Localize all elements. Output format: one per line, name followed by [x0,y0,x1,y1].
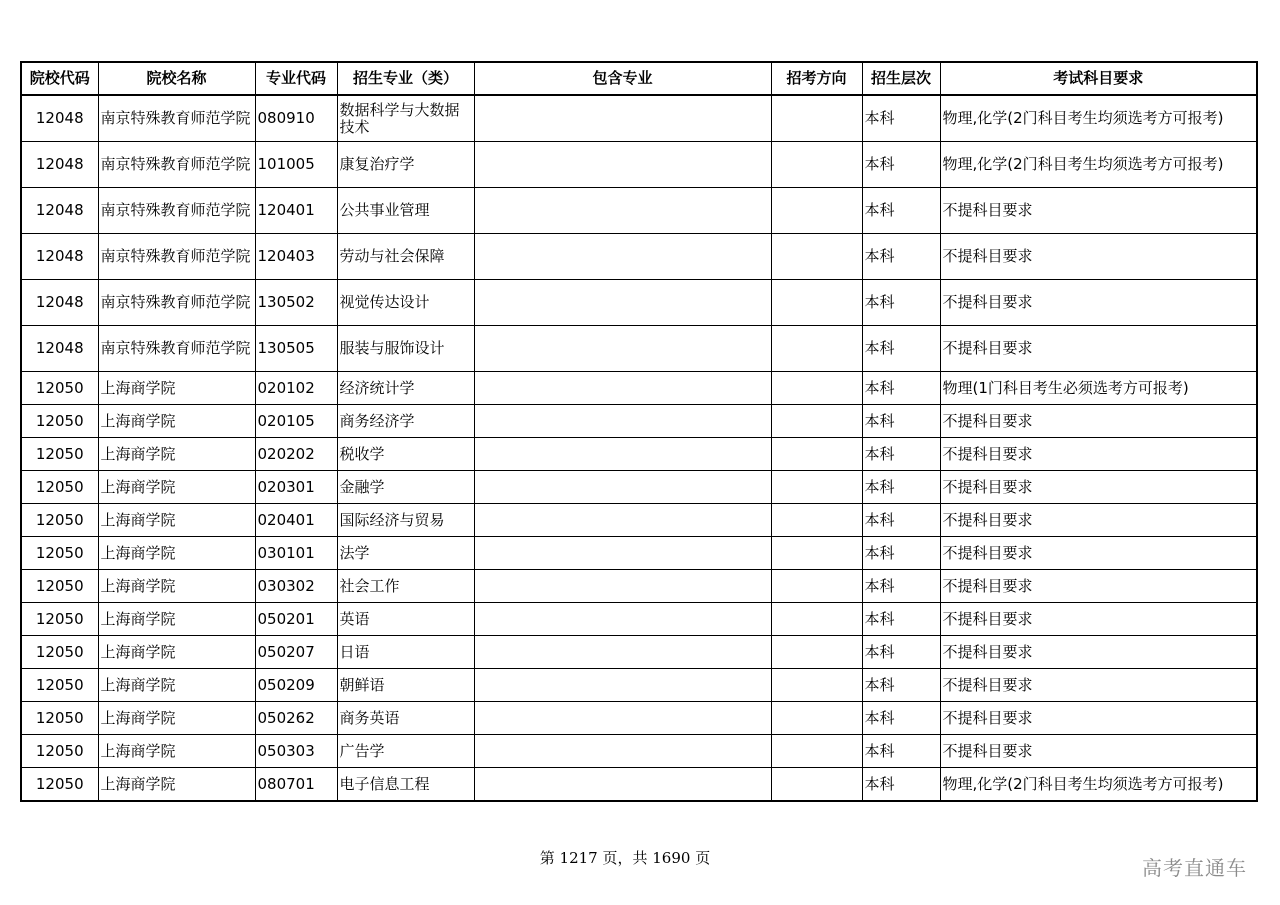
cell-requirement: 不提科目要求 [940,570,1257,603]
cell-level: 本科 [862,438,940,471]
cell-school-name: 南京特殊教育师范学院 [98,188,255,234]
cell-direction [771,234,862,280]
admission-table [20,61,1258,802]
header-major-code: 专业代码 [255,62,337,95]
cell-direction [771,537,862,570]
table-row [21,372,1257,405]
header-school-name: 院校名称 [98,62,255,95]
cell-direction [771,471,862,504]
cell-school-name: 上海商学院 [98,735,255,768]
header-level: 招生层次 [862,62,940,95]
cell-level: 本科 [862,636,940,669]
cell-major-code: 120401 [255,188,337,234]
cell-requirement: 不提科目要求 [940,188,1257,234]
cell-included-majors [474,438,771,471]
cell-school-name: 上海商学院 [98,636,255,669]
cell-direction [771,188,862,234]
table-row [21,537,1257,570]
cell-school-code: 12050 [21,537,98,570]
cell-major-code: 080701 [255,768,337,802]
cell-included-majors [474,603,771,636]
cell-included-majors [474,188,771,234]
cell-included-majors [474,537,771,570]
cell-requirement: 物理(1门科目考生必须选考方可报考) [940,372,1257,405]
cell-major: 劳动与社会保障 [337,234,474,280]
cell-level: 本科 [862,280,940,326]
cell-school-name: 上海商学院 [98,471,255,504]
cell-school-name: 上海商学院 [98,603,255,636]
watermark: 高考直通车 [1142,856,1247,880]
cell-level: 本科 [862,570,940,603]
cell-major-code: 050209 [255,669,337,702]
cell-included-majors [474,504,771,537]
cell-major: 日语 [337,636,474,669]
cell-school-name: 上海商学院 [98,702,255,735]
cell-requirement: 物理,化学(2门科目考生均须选考方可报考) [940,142,1257,188]
cell-direction [771,735,862,768]
table-row [21,735,1257,768]
cell-level: 本科 [862,603,940,636]
cell-school-code: 12050 [21,570,98,603]
cell-major-code: 030101 [255,537,337,570]
cell-major-code: 020401 [255,504,337,537]
table-row [21,669,1257,702]
cell-school-name: 上海商学院 [98,669,255,702]
cell-included-majors [474,326,771,372]
cell-direction [771,372,862,405]
cell-school-code: 12050 [21,504,98,537]
cell-major-code: 020105 [255,405,337,438]
cell-requirement: 不提科目要求 [940,326,1257,372]
cell-direction [771,768,862,802]
cell-included-majors [474,768,771,802]
cell-major: 朝鲜语 [337,669,474,702]
cell-level: 本科 [862,768,940,802]
cell-direction [771,669,862,702]
cell-requirement: 不提科目要求 [940,735,1257,768]
header-included-majors: 包含专业 [474,62,771,95]
table-row [21,188,1257,234]
table-row [21,603,1257,636]
cell-included-majors [474,280,771,326]
table-row [21,326,1257,372]
cell-requirement: 不提科目要求 [940,280,1257,326]
cell-school-code: 12050 [21,768,98,802]
cell-level: 本科 [862,326,940,372]
table-row [21,438,1257,471]
cell-school-name: 上海商学院 [98,768,255,802]
cell-major-code: 050303 [255,735,337,768]
cell-direction [771,405,862,438]
cell-direction [771,280,862,326]
cell-school-code: 12050 [21,735,98,768]
cell-school-name: 上海商学院 [98,405,255,438]
cell-requirement: 不提科目要求 [940,537,1257,570]
cell-direction [771,636,862,669]
cell-requirement: 不提科目要求 [940,504,1257,537]
cell-included-majors [474,669,771,702]
cell-direction [771,438,862,471]
table-row [21,636,1257,669]
cell-major-code: 120403 [255,234,337,280]
cell-direction [771,326,862,372]
cell-requirement: 不提科目要求 [940,702,1257,735]
cell-level: 本科 [862,702,940,735]
cell-school-code: 12050 [21,603,98,636]
cell-major: 国际经济与贸易 [337,504,474,537]
cell-included-majors [474,372,771,405]
cell-requirement: 不提科目要求 [940,438,1257,471]
cell-major: 视觉传达设计 [337,280,474,326]
cell-major: 经济统计学 [337,372,474,405]
cell-requirement: 不提科目要求 [940,603,1257,636]
cell-major-code: 130505 [255,326,337,372]
page-footer: 第 1217 页，共 1690 页 [539,849,711,867]
cell-requirement: 不提科目要求 [940,636,1257,669]
cell-requirement: 不提科目要求 [940,471,1257,504]
cell-level: 本科 [862,234,940,280]
cell-included-majors [474,471,771,504]
header-school-code: 院校代码 [21,62,98,95]
table-body [21,95,1257,801]
cell-included-majors [474,570,771,603]
cell-included-majors [474,142,771,188]
cell-included-majors [474,95,771,142]
cell-level: 本科 [862,669,940,702]
cell-school-name: 上海商学院 [98,372,255,405]
cell-level: 本科 [862,142,940,188]
cell-level: 本科 [862,188,940,234]
cell-level: 本科 [862,735,940,768]
cell-major: 法学 [337,537,474,570]
cell-major: 商务经济学 [337,405,474,438]
cell-major: 电子信息工程 [337,768,474,802]
table-row [21,504,1257,537]
cell-level: 本科 [862,471,940,504]
header-requirement: 考试科目要求 [940,62,1257,95]
cell-school-code: 12048 [21,326,98,372]
cell-major: 金融学 [337,471,474,504]
cell-included-majors [474,405,771,438]
table-row [21,234,1257,280]
cell-level: 本科 [862,504,940,537]
cell-major: 公共事业管理 [337,188,474,234]
table-row [21,471,1257,504]
cell-school-code: 12050 [21,471,98,504]
table-row [21,570,1257,603]
cell-school-code: 12050 [21,702,98,735]
cell-major: 服装与服饰设计 [337,326,474,372]
cell-level: 本科 [862,405,940,438]
cell-requirement: 物理,化学(2门科目考生均须选考方可报考) [940,768,1257,802]
cell-direction [771,95,862,142]
cell-school-code: 12048 [21,95,98,142]
cell-major: 英语 [337,603,474,636]
cell-included-majors [474,234,771,280]
cell-school-code: 12050 [21,438,98,471]
table-row [21,95,1257,142]
cell-major-code: 020301 [255,471,337,504]
cell-school-name: 南京特殊教育师范学院 [98,95,255,142]
cell-major: 广告学 [337,735,474,768]
cell-major-code: 020102 [255,372,337,405]
cell-school-name: 上海商学院 [98,504,255,537]
cell-school-name: 南京特殊教育师范学院 [98,280,255,326]
table-row [21,768,1257,802]
header-direction: 招考方向 [771,62,862,95]
cell-major: 康复治疗学 [337,142,474,188]
cell-school-name: 上海商学院 [98,438,255,471]
cell-school-code: 12048 [21,142,98,188]
cell-school-name: 上海商学院 [98,537,255,570]
cell-requirement: 不提科目要求 [940,669,1257,702]
cell-direction [771,702,862,735]
table-row [21,142,1257,188]
cell-school-name: 南京特殊教育师范学院 [98,234,255,280]
table-row [21,405,1257,438]
cell-requirement: 物理,化学(2门科目考生均须选考方可报考) [940,95,1257,142]
cell-school-name: 上海商学院 [98,570,255,603]
cell-major: 数据科学与大数据技术 [337,95,474,142]
cell-requirement: 不提科目要求 [940,234,1257,280]
cell-school-code: 12048 [21,188,98,234]
table-row [21,280,1257,326]
header-major: 招生专业（类） [337,62,474,95]
cell-direction [771,504,862,537]
cell-major-code: 050262 [255,702,337,735]
cell-requirement: 不提科目要求 [940,405,1257,438]
cell-level: 本科 [862,537,940,570]
cell-school-code: 12050 [21,636,98,669]
cell-major-code: 050201 [255,603,337,636]
cell-level: 本科 [862,95,940,142]
cell-direction [771,570,862,603]
cell-major-code: 050207 [255,636,337,669]
header-row [21,62,1257,95]
cell-school-code: 12050 [21,669,98,702]
table-row [21,702,1257,735]
cell-major-code: 080910 [255,95,337,142]
cell-school-code: 12050 [21,372,98,405]
cell-school-code: 12048 [21,234,98,280]
cell-included-majors [474,636,771,669]
cell-major: 商务英语 [337,702,474,735]
cell-direction [771,142,862,188]
cell-major: 社会工作 [337,570,474,603]
cell-major: 税收学 [337,438,474,471]
cell-major-code: 030302 [255,570,337,603]
cell-direction [771,603,862,636]
cell-school-code: 12048 [21,280,98,326]
cell-level: 本科 [862,372,940,405]
cell-included-majors [474,702,771,735]
cell-school-code: 12050 [21,405,98,438]
cell-school-name: 南京特殊教育师范学院 [98,142,255,188]
cell-school-name: 南京特殊教育师范学院 [98,326,255,372]
cell-major-code: 130502 [255,280,337,326]
cell-major-code: 101005 [255,142,337,188]
cell-major-code: 020202 [255,438,337,471]
cell-included-majors [474,735,771,768]
